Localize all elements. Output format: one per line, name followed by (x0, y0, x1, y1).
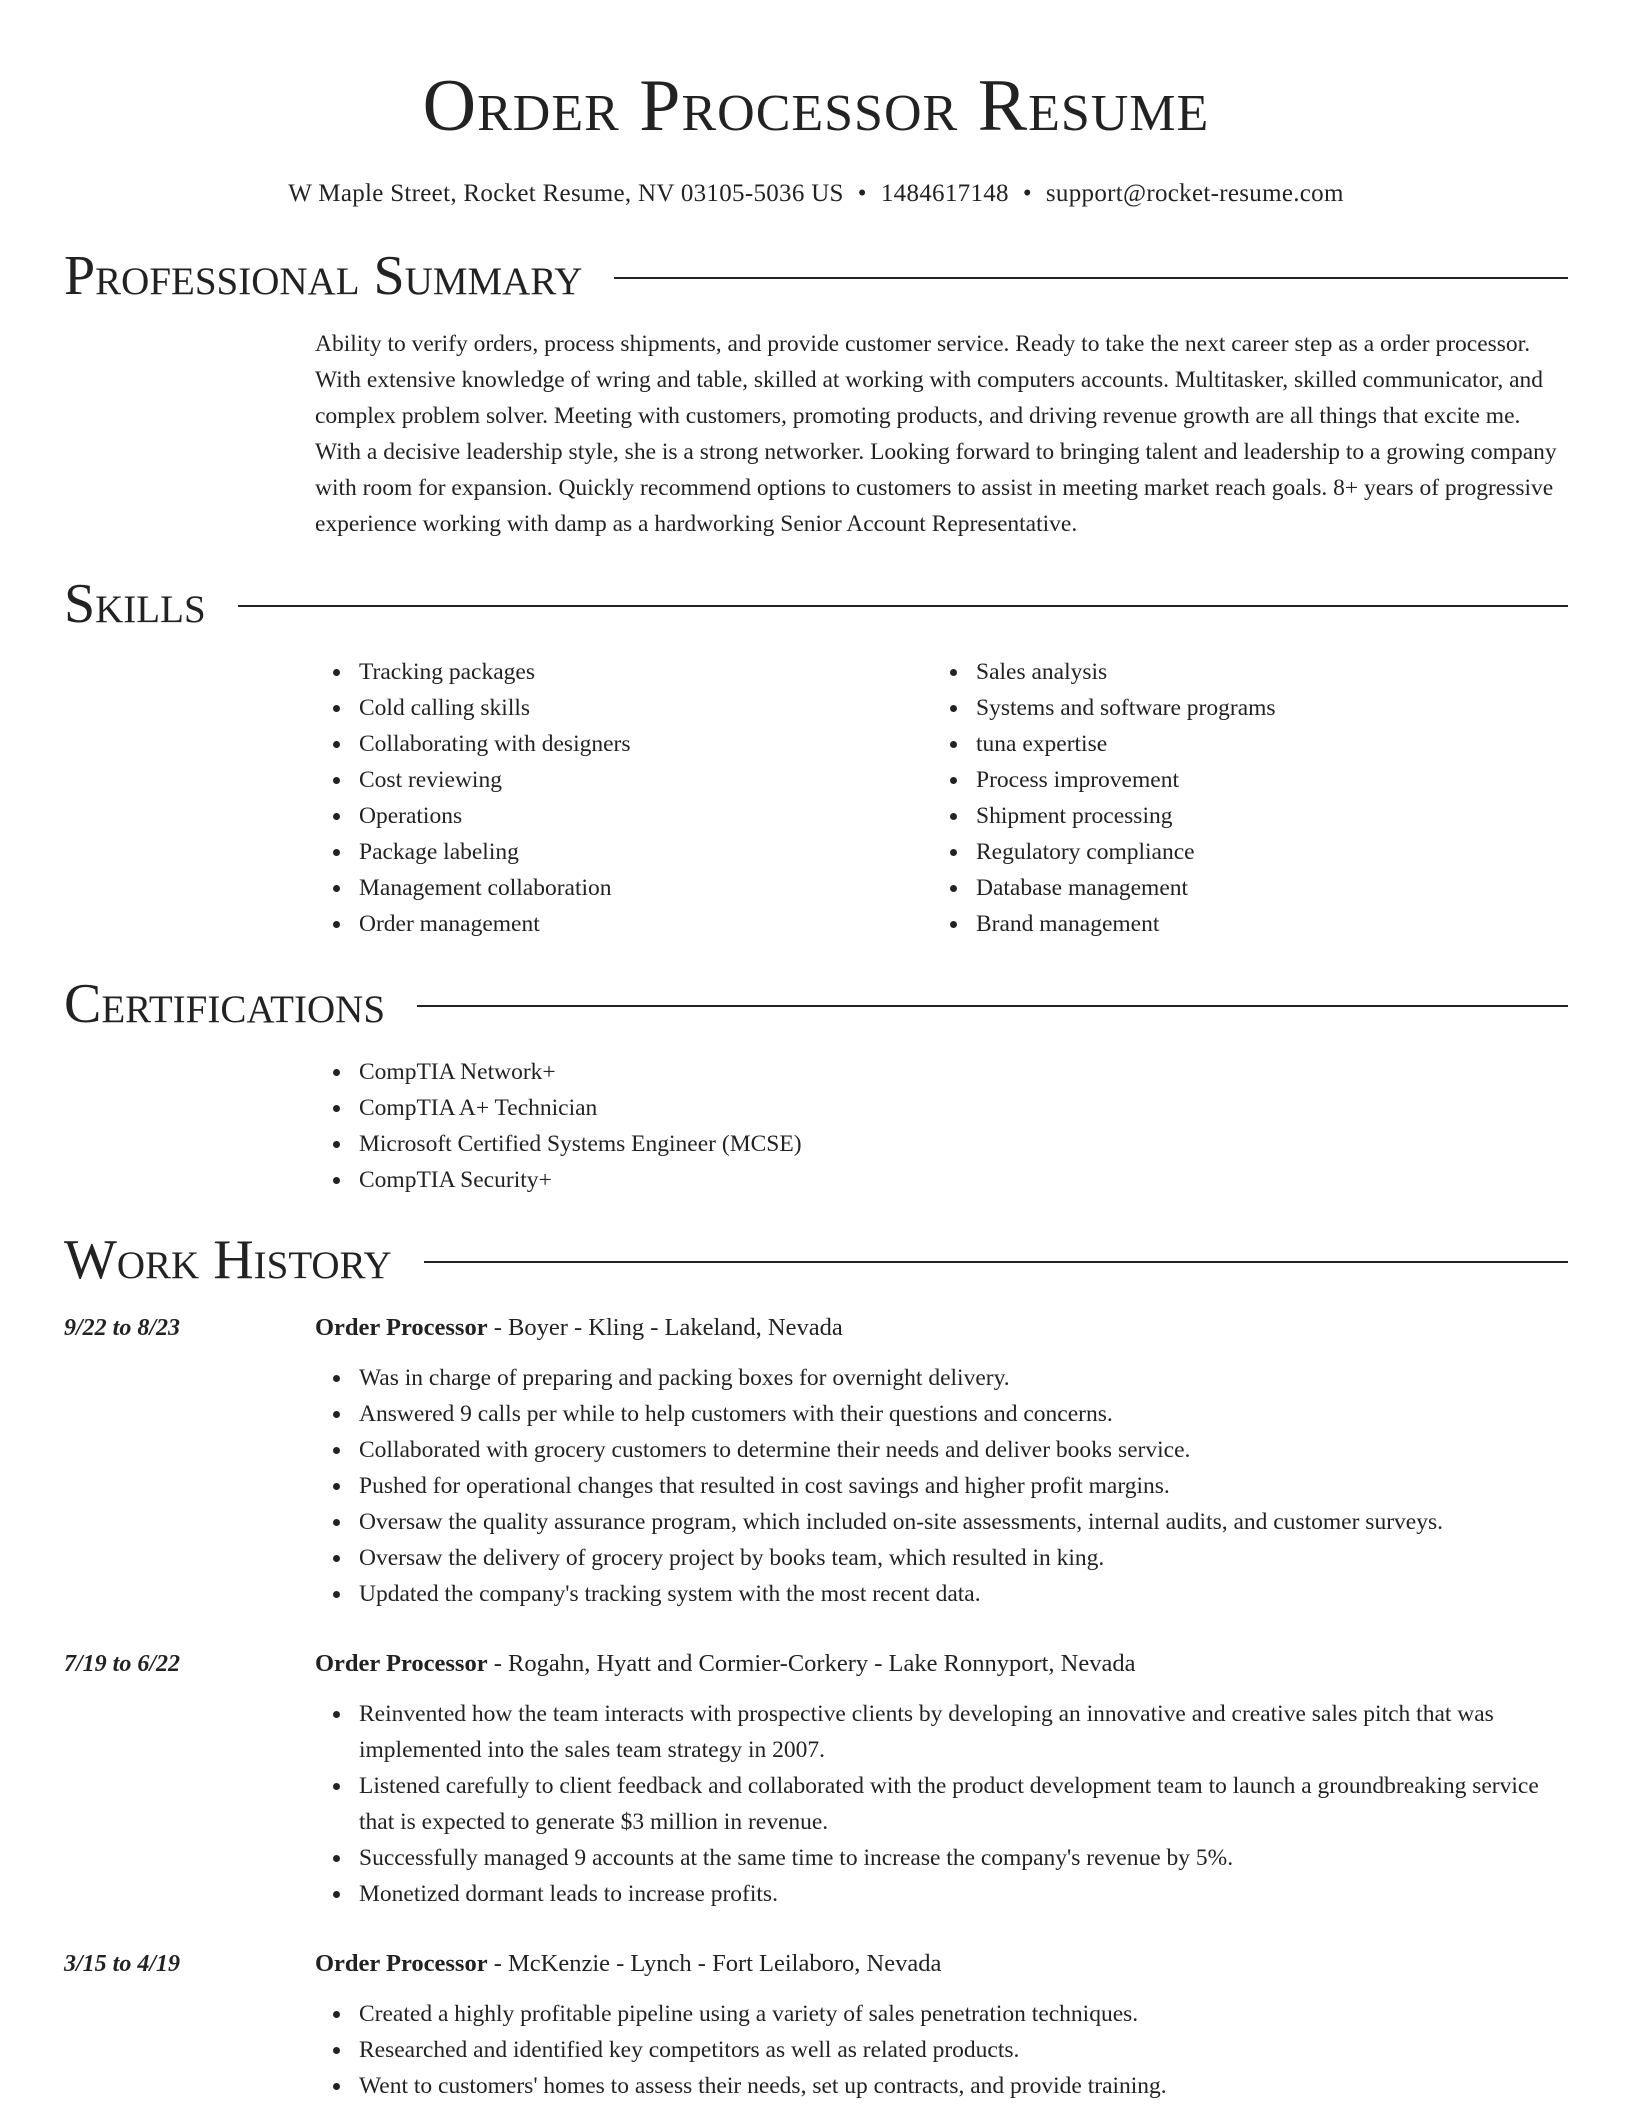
skill-item: Cold calling skills (359, 690, 932, 726)
section-divider (614, 277, 1568, 279)
job-dates: 9/22 to 8/23 (64, 1315, 181, 1341)
job-duty-item: Was in charge of preparing and packing boxes for overnight delivery. (359, 1360, 1568, 1396)
skill-item: Cost reviewing (359, 762, 932, 798)
skill-item: Process improvement (976, 762, 1549, 798)
skill-item: Order management (359, 906, 932, 942)
job-employer: - McKenzie - Lynch - Fort Leilaboro, Nevada (487, 1950, 942, 1977)
job-duty-item: Pushed for operational changes that resulted in cost savings and higher profit margins. (359, 1468, 1568, 1504)
skill-item: Database management (976, 870, 1549, 906)
section-divider (417, 1005, 1568, 1007)
certifications-section (315, 1054, 1568, 1198)
job-title: Order Processor (315, 1650, 488, 1677)
job-duty-item: Reinvented how the team interacts with prospective clients by developing an innovative and creative sales pitch that was implemented into the sales team strategy in 2007. (359, 1696, 1568, 1768)
job-entry (64, 1310, 1568, 1612)
skills-column-right (932, 654, 1549, 942)
job-employer: - Boyer - Kling - Lakeland, Nevada (487, 1314, 843, 1341)
skill-item: Shipment processing (976, 798, 1549, 834)
skills-list-left (315, 654, 932, 942)
skill-item: Package labeling (359, 834, 932, 870)
job-duty-item: Created a highly profitable pipeline using a variety of sales penetration techniques. (359, 1996, 1568, 2032)
work-history-heading-text: Work History (64, 1229, 392, 1291)
job-entry (64, 1946, 1568, 2104)
job-header (315, 1946, 1568, 1982)
job-duty-item: Updated the company's tracking system with the most recent data. (359, 1576, 1568, 1612)
skill-item: tuna expertise (976, 726, 1549, 762)
summary-heading (64, 244, 1568, 308)
certifications-list (315, 1054, 1568, 1198)
skills-heading (64, 572, 1568, 636)
job-header (315, 1310, 1568, 1346)
contact-email: support@rocket-resume.com (1045, 180, 1344, 207)
section-divider (238, 605, 1568, 607)
job-details (315, 1946, 1568, 2104)
certification-item: CompTIA Network+ (359, 1054, 1568, 1090)
job-dates: 7/19 to 6/22 (64, 1651, 181, 1677)
skill-item: Operations (359, 798, 932, 834)
job-employer: - Rogahn, Hyatt and Cormier-Corkery - Lake Ronnyport, Nevada (487, 1650, 1136, 1677)
job-header (315, 1646, 1568, 1682)
skills-heading-text: Skills (64, 573, 206, 635)
certifications-heading (64, 972, 1568, 1036)
job-details (315, 1646, 1568, 1912)
job-duties-list (315, 1696, 1568, 1912)
job-title: Order Processor (315, 1950, 488, 1977)
skill-item: Systems and software programs (976, 690, 1549, 726)
job-duty-item: Collaborated with grocery customers to determine their needs and deliver books service. (359, 1432, 1568, 1468)
contact-separator: • (857, 180, 867, 207)
certification-item: CompTIA Security+ (359, 1162, 1568, 1198)
contact-line (64, 176, 1568, 212)
job-duties-list (315, 1996, 1568, 2104)
certification-item: CompTIA A+ Technician (359, 1090, 1568, 1126)
job-duty-item: Answered 9 calls per while to help customers with their questions and concerns. (359, 1396, 1568, 1432)
skill-item: Brand management (976, 906, 1549, 942)
contact-separator: • (1022, 180, 1032, 207)
job-duty-item: Oversaw the quality assurance program, which included on-site assessments, internal audits, and customer surveys. (359, 1504, 1568, 1540)
skills-section (315, 654, 1568, 942)
resume-title: Order Processor Resume (422, 65, 1210, 147)
contact-phone: 1484617148 (880, 180, 1009, 207)
job-dates: 3/15 to 4/19 (64, 1951, 181, 1977)
contact-address: W Maple Street, Rocket Resume, NV 03105-5036 US (288, 180, 844, 207)
skill-item: Management collaboration (359, 870, 932, 906)
job-duty-item: Went to customers' homes to assess their needs, set up contracts, and provide training. (359, 2068, 1568, 2104)
job-details (315, 1310, 1568, 1612)
summary-text: Ability to verify orders, process shipments, and provide customer service. Ready to take the next career step as a order processor. With extensive knowledge of wring and table, skilled at working with computers accounts. Multitasker, skilled communicator, and complex problem solver. Meeting with customers, promoting products, and driving revenue growth are all things that excite me. With a decisive leadership style, she is a strong networker. Looking forward to bringing talent and leadership to a growing company with room for expansion. Quickly recommend options to customers to assist in meeting market reach goals. 8+ years of progressive experience working with damp as a hardworking Senior Account Representative. (315, 331, 1557, 537)
job-duties-list (315, 1360, 1568, 1612)
skill-item: Tracking packages (359, 654, 932, 690)
summary-section (315, 326, 1568, 542)
section-divider (424, 1261, 1568, 1263)
job-duty-item: Oversaw the delivery of grocery project by books team, which resulted in king. (359, 1540, 1568, 1576)
skills-column-left (315, 654, 932, 942)
certification-item: Microsoft Certified Systems Engineer (MCSE) (359, 1126, 1568, 1162)
certifications-heading-text: Certifications (64, 973, 386, 1035)
skills-list-right (932, 654, 1549, 942)
job-duty-item: Successfully managed 9 accounts at the same time to increase the company's revenue by 5%. (359, 1840, 1568, 1876)
skill-item: Regulatory compliance (976, 834, 1549, 870)
skill-item: Collaborating with designers (359, 726, 932, 762)
job-duty-item: Listened carefully to client feedback and collaborated with the product development team to launch a groundbreaking service that is expected to generate $3 million in revenue. (359, 1768, 1568, 1840)
job-duty-item: Monetized dormant leads to increase profits. (359, 1876, 1568, 1912)
job-entry (64, 1646, 1568, 1912)
work-history-heading (64, 1228, 1568, 1292)
summary-heading-text: Professional Summary (64, 245, 583, 307)
skill-item: Sales analysis (976, 654, 1549, 690)
job-duty-item: Researched and identified key competitors as well as related products. (359, 2032, 1568, 2068)
job-title: Order Processor (315, 1314, 488, 1341)
